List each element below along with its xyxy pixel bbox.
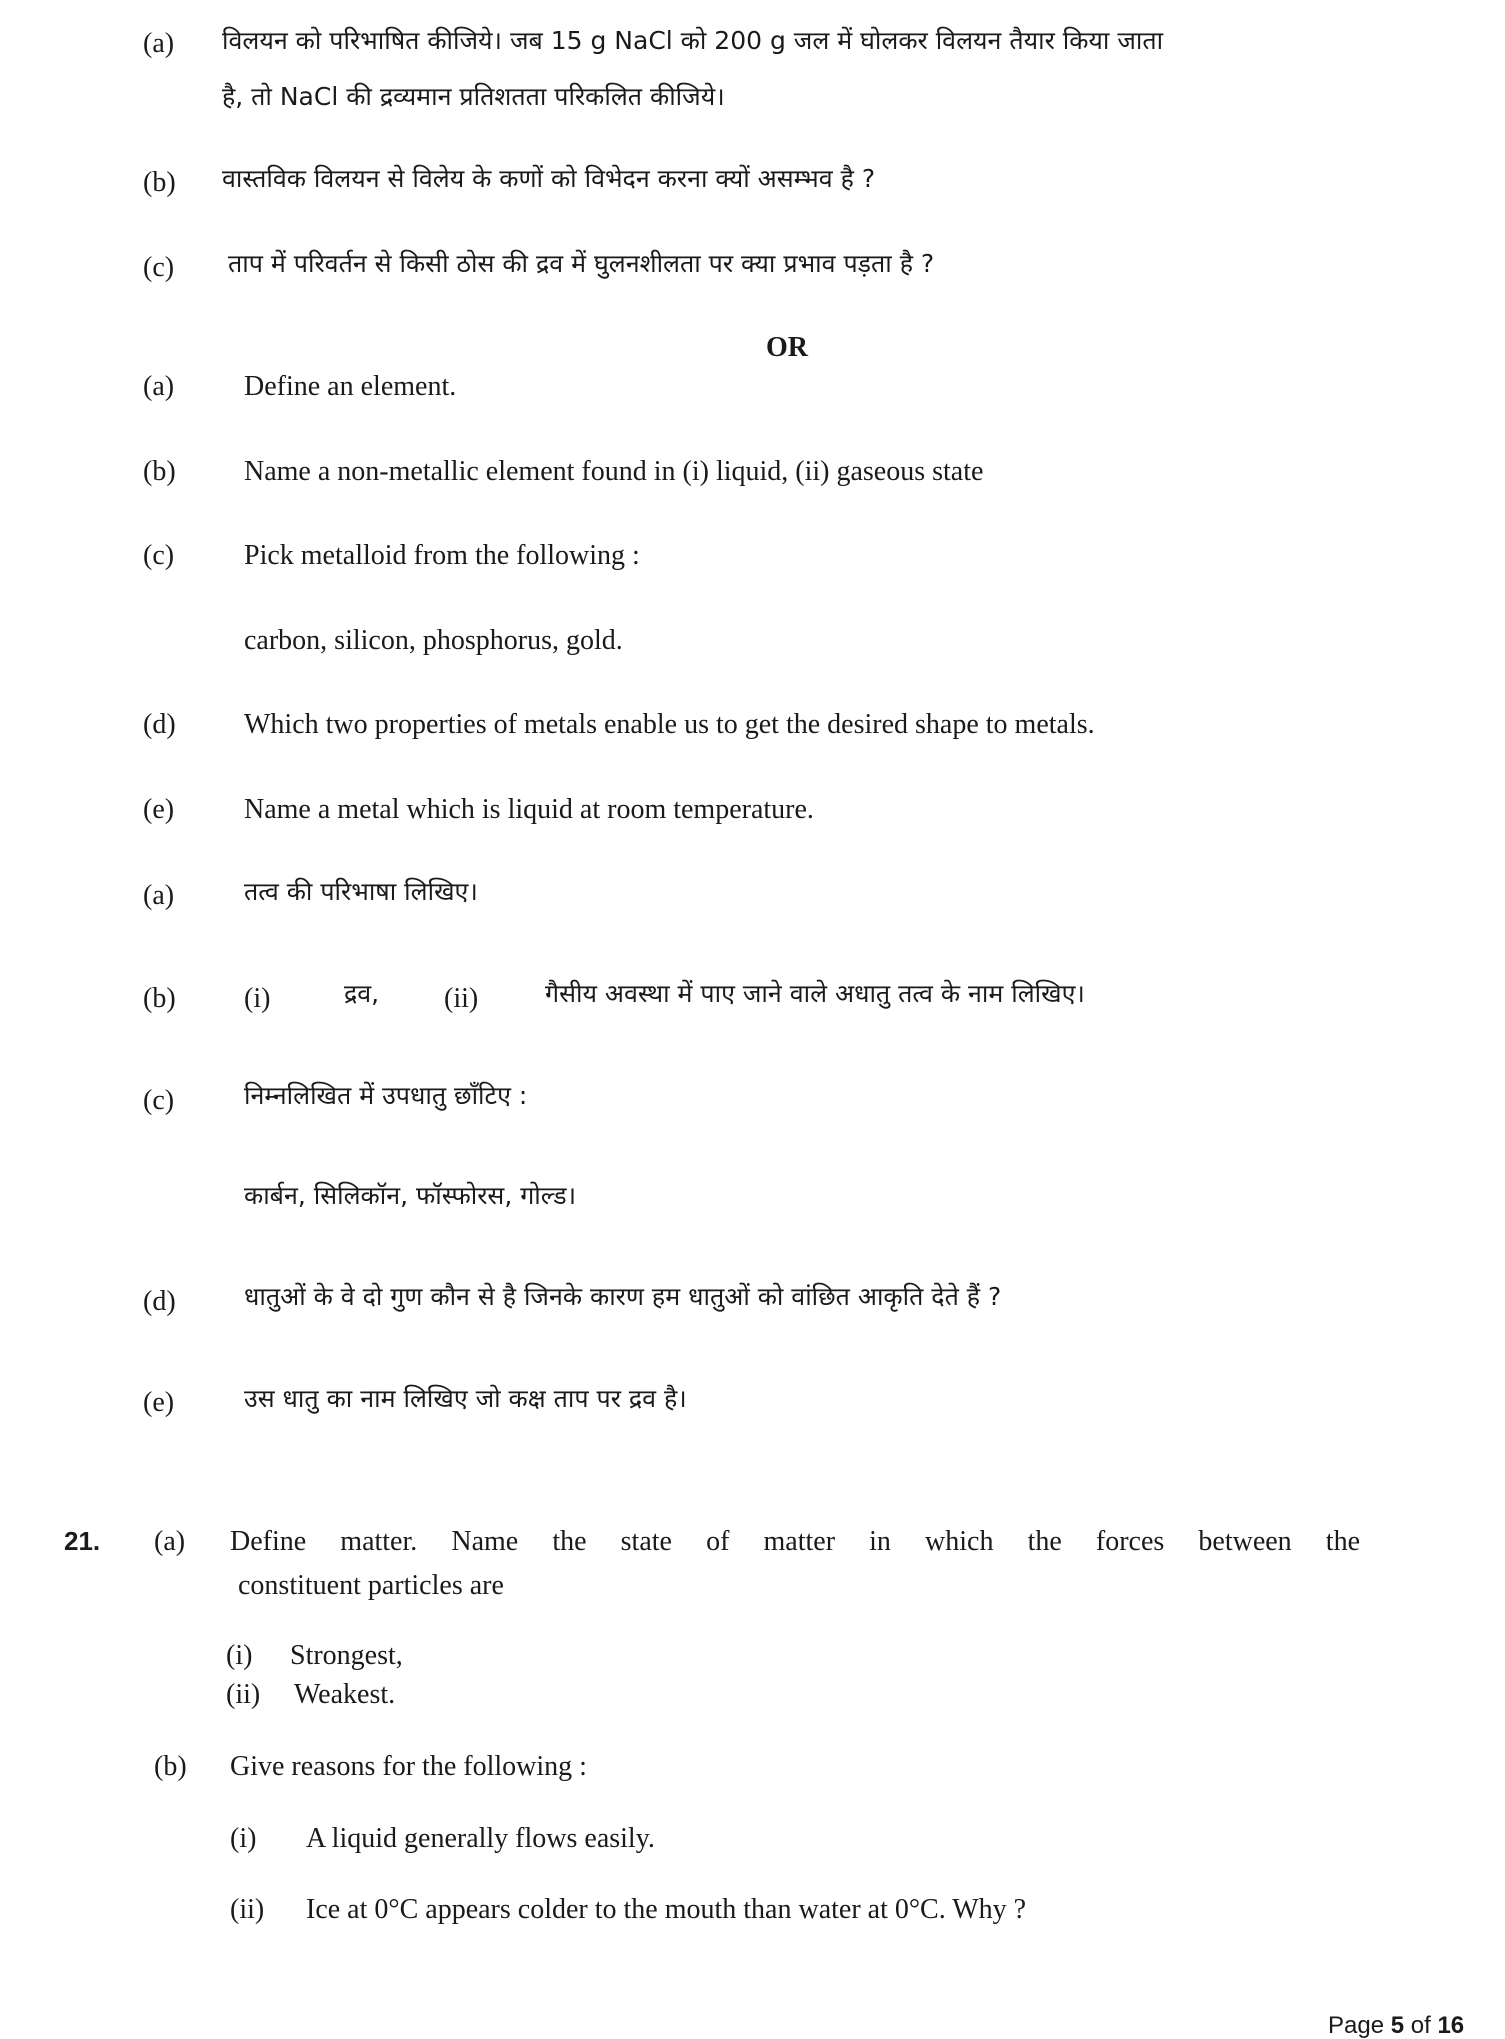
- item-label: (c): [143, 1085, 175, 1116]
- item-label: (e): [143, 794, 175, 825]
- sub-label-i: (i): [244, 983, 271, 1014]
- hindi2-q-c-options: कार्बन, सिलिकॉन, फॉस्फोरस, गोल्ड।: [244, 1181, 577, 1210]
- sub-label-ii: (ii): [230, 1894, 265, 1925]
- or-divider-label: OR: [766, 332, 808, 363]
- q21-b-text: Give reasons for the following :: [230, 1751, 587, 1782]
- page-of: of: [1410, 2012, 1431, 2039]
- hindi-q-b-text: वास्तविक विलयन से विलेय के कणों को विभेदन करना क्यों असम्भव है ?: [222, 164, 876, 193]
- hindi2-q-d-text: धातुओं के वे दो गुण कौन से है जिनके कारण हम धातुओं को वांछित आकृति देते हैं ?: [244, 1282, 1002, 1311]
- page-total: 16: [1437, 2012, 1465, 2039]
- item-label: (a): [143, 880, 175, 911]
- q21-a-sub-i-text: Strongest,: [290, 1640, 403, 1671]
- sub-label-ii: (ii): [444, 983, 479, 1014]
- english-q-b-text: Name a non-metallic element found in (i) liquid, (ii) gaseous state: [244, 456, 984, 487]
- item-label: (a): [154, 1526, 186, 1557]
- sub-label-i: (i): [230, 1823, 257, 1854]
- q21-a-line1: Define matter. Name the state of matter in which the forces between the: [230, 1526, 1360, 1557]
- hindi2-q-b-text: गैसीय अवस्था में पाए जाने वाले अधातु तत्व के नाम लिखिए।: [545, 979, 1085, 1008]
- english-q-c-options: carbon, silicon, phosphorus, gold.: [244, 625, 623, 656]
- item-label: (b): [143, 456, 176, 487]
- hindi2-q-c-text: निम्नलिखित में उपधातु छाँटिए :: [244, 1081, 528, 1110]
- item-label: (b): [154, 1751, 187, 1782]
- sub-label-i: (i): [226, 1640, 253, 1671]
- item-label: (c): [143, 252, 175, 283]
- english-q-c-text: Pick metalloid from the following :: [244, 540, 640, 571]
- q21-a-sub-ii-text: Weakest.: [294, 1679, 396, 1710]
- page-prefix: Page: [1328, 2012, 1385, 2039]
- english-q-d-text: Which two properties of metals enable us to get the desired shape to metals.: [244, 709, 1095, 740]
- item-label: (e): [143, 1387, 175, 1418]
- hindi-q-a-line1: विलयन को परिभाषित कीजिये। जब 15 g NaCl को 200 g जल में घोलकर विलयन तैयार किया जाता: [222, 26, 1164, 55]
- english-q-e-text: Name a metal which is liquid at room temperature.: [244, 794, 814, 825]
- hindi-q-c-text: ताप में परिवर्तन से किसी ठोस की द्रव में घुलनशीलता पर क्या प्रभाव पड़ता है ?: [228, 249, 935, 278]
- question-number: 21.: [64, 1526, 101, 1556]
- hindi2-q-b-sub-i-text: द्रव,: [344, 979, 380, 1008]
- item-label: (d): [143, 709, 176, 740]
- item-label: (c): [143, 540, 175, 571]
- item-label: (a): [143, 371, 175, 402]
- hindi2-q-e-text: उस धातु का नाम लिखिए जो कक्ष ताप पर द्रव है।: [244, 1384, 687, 1413]
- q21-a-line2: constituent particles are: [238, 1570, 504, 1601]
- hindi-q-a-line2: है, तो NaCl की द्रव्यमान प्रतिशतता परिकलित कीजिये।: [222, 82, 725, 111]
- english-q-a-text: Define an element.: [244, 371, 457, 402]
- q21-b-sub-ii-text: Ice at 0°C appears colder to the mouth than water at 0°C. Why ?: [306, 1894, 1027, 1925]
- item-label: (a): [143, 28, 175, 59]
- item-label: (b): [143, 983, 176, 1014]
- page-current: 5: [1390, 2012, 1405, 2039]
- item-label: (b): [143, 167, 176, 198]
- hindi2-q-a-text: तत्व की परिभाषा लिखिए।: [244, 877, 478, 906]
- page-footer: [1328, 2014, 1464, 2038]
- q21-b-sub-i-text: A liquid generally flows easily.: [306, 1823, 655, 1854]
- item-label: (d): [143, 1286, 176, 1317]
- sub-label-ii: (ii): [226, 1679, 261, 1710]
